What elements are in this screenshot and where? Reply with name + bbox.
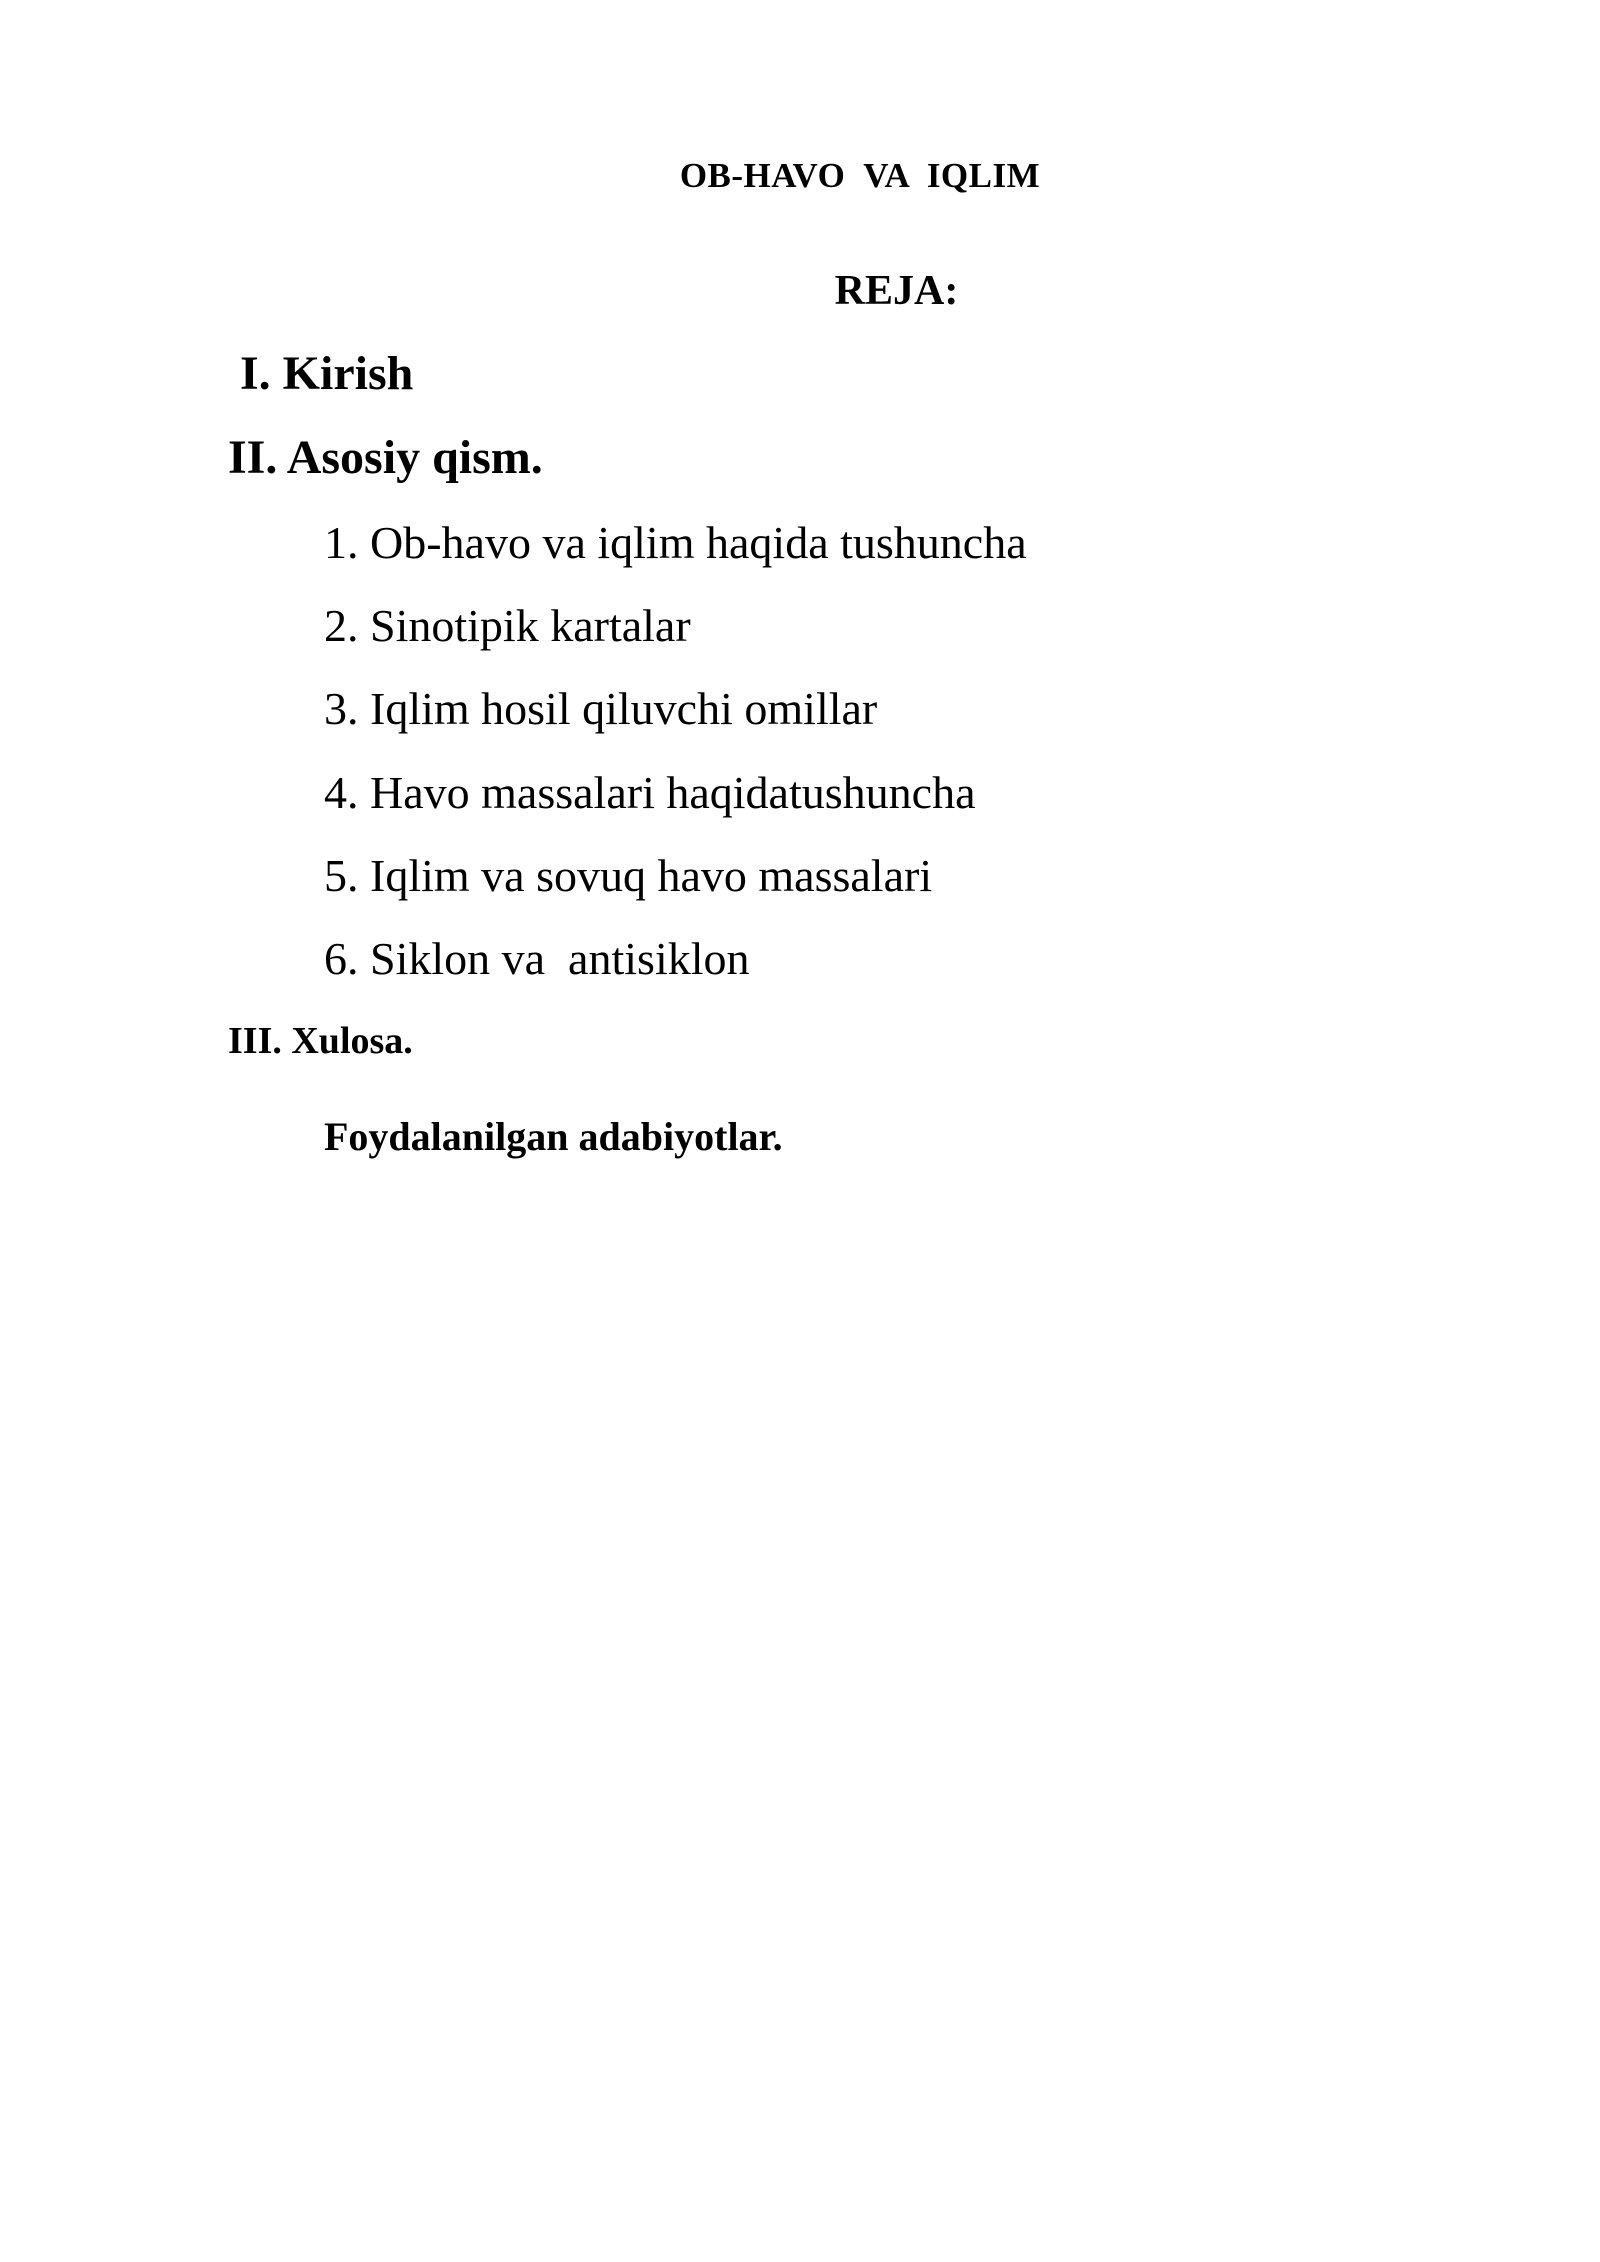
section-introduction: I. Kirish (240, 347, 414, 400)
plan-item: 1. Ob-havo va iqlim haqida tushuncha (324, 517, 1027, 568)
plan-item: 5. Iqlim va sovuq havo massalari (324, 850, 933, 901)
plan-item: 3. Iqlim hosil qiluvchi omillar (324, 683, 878, 734)
document-title: OB-HAVO VA IQLIM (679, 156, 1041, 195)
plan-heading: REJA: (834, 268, 959, 314)
plan-item: 6. Siklon va antisiklon (324, 933, 750, 984)
section-main-part: II. Asosiy qism. (228, 431, 543, 484)
plan-item: 4. Havo massalari haqidatushuncha (324, 767, 976, 818)
references-heading: Foydalanilgan adabiyotlar. (324, 1114, 783, 1159)
section-conclusion: III. Xulosa. (228, 1020, 413, 1062)
plan-item: 2. Sinotipik kartalar (324, 600, 691, 651)
